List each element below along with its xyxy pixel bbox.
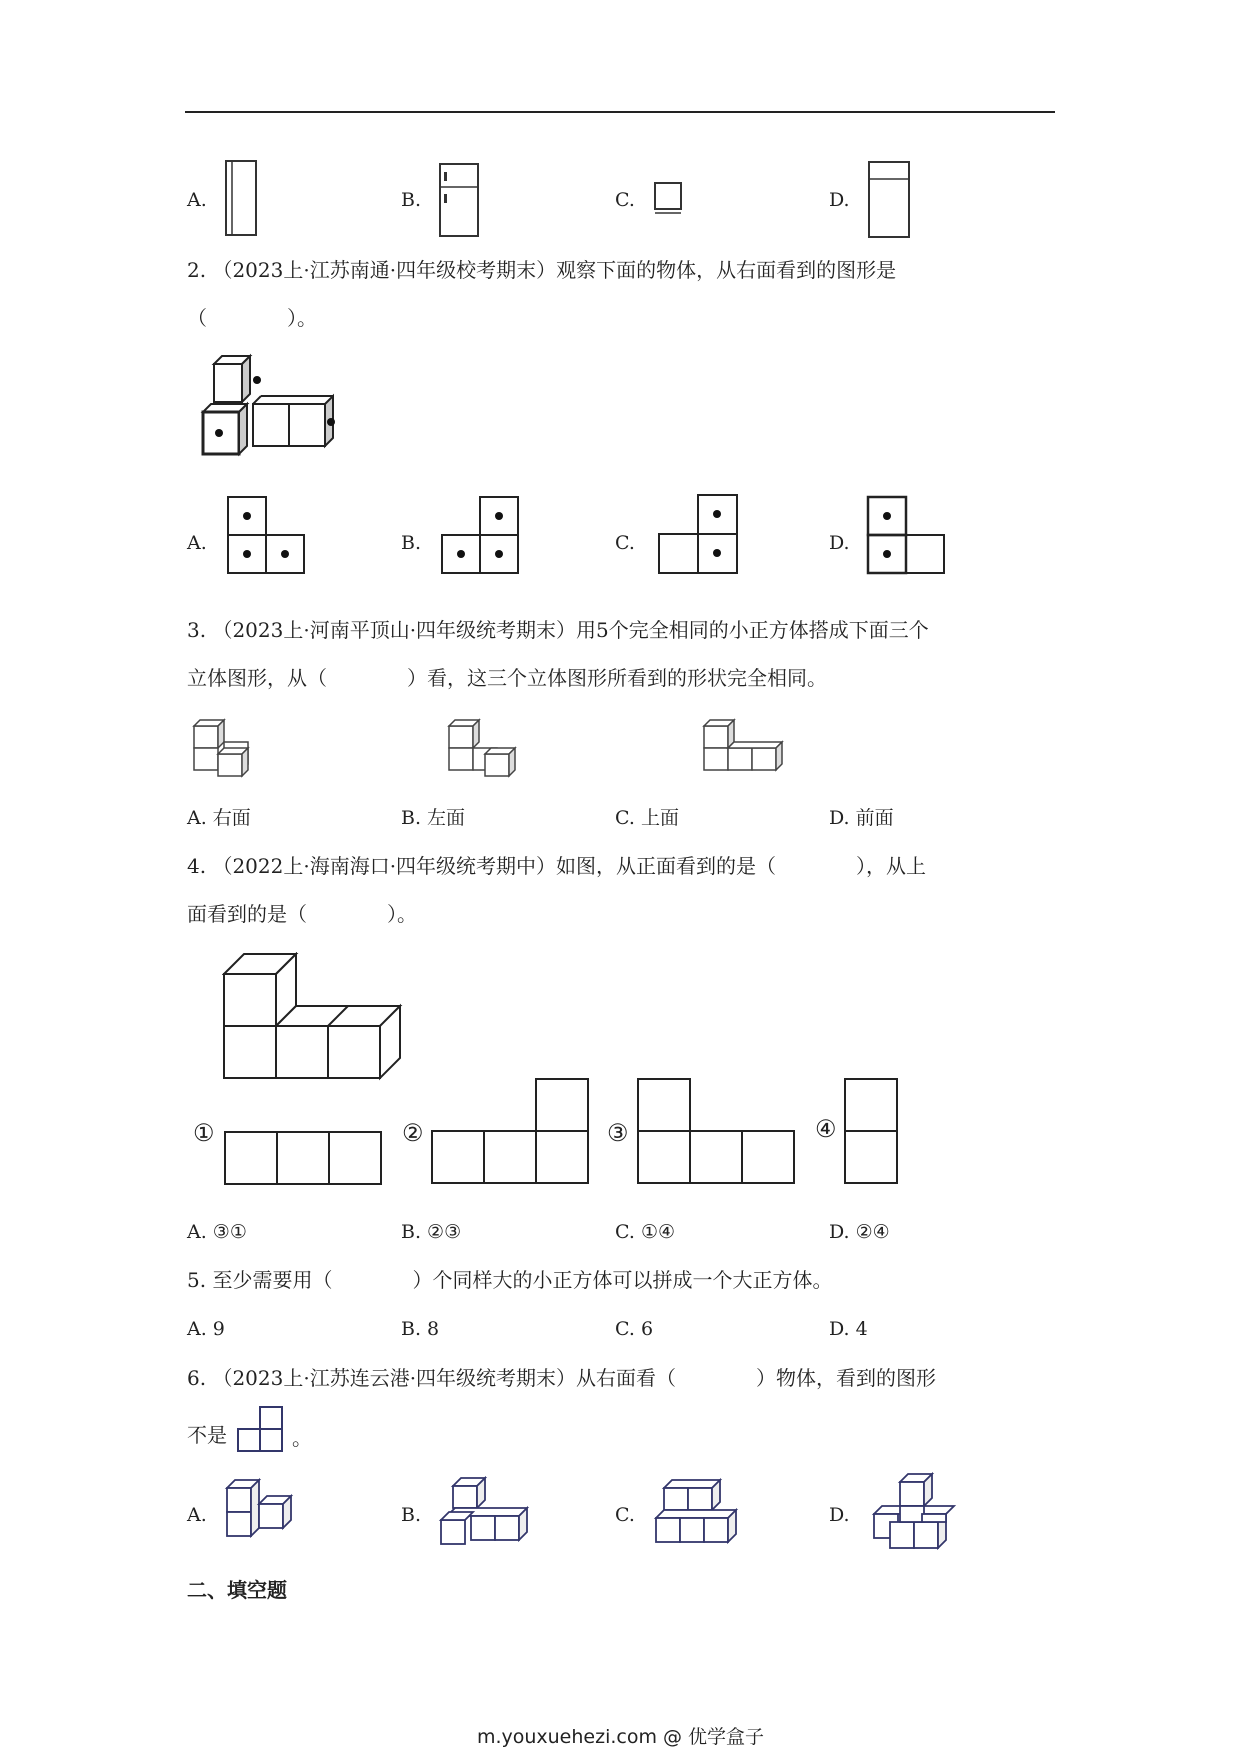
q2-view-d (866, 495, 950, 579)
q5-option-a[interactable]: A. 9 (187, 1318, 225, 1340)
q3-option-d[interactable]: D. 前面 (829, 807, 894, 829)
q2-number: 2. (187, 258, 207, 282)
q4-label-3: ③ (607, 1119, 629, 1147)
q4-label-1: ① (193, 1119, 215, 1147)
q4-option-b[interactable]: B. ②③ (401, 1221, 462, 1243)
q1-option-b[interactable]: B. (401, 189, 422, 211)
q2-option-c[interactable]: C. (615, 532, 635, 554)
q2-view-c (657, 493, 741, 577)
q1-option-c[interactable]: C. (615, 189, 635, 211)
q5-option-b[interactable]: B. 8 (401, 1318, 440, 1340)
q6-line2-prefix: 不是 (187, 1423, 227, 1447)
q6-solid-d (866, 1470, 962, 1554)
q6-option-b[interactable]: B. (401, 1504, 422, 1526)
q2-line1 (187, 257, 896, 283)
q2-solid-figure (195, 348, 345, 460)
q6-option-d[interactable]: D. (829, 1504, 850, 1526)
q1-figure-b (436, 162, 482, 238)
q1-figure-c (652, 180, 686, 216)
q3-solid-1 (190, 716, 270, 782)
q2-blank: （ ）。 (187, 306, 317, 330)
q6-solid-a (224, 1476, 304, 1546)
q1-option-d[interactable]: D. (829, 189, 850, 211)
q2-option-d[interactable]: D. (829, 532, 850, 554)
q6-line2-suffix: 。 (292, 1426, 312, 1450)
q3-option-b[interactable]: B. 左面 (401, 807, 466, 829)
q6-solid-b (437, 1476, 537, 1548)
q6-line1: 6. （2023上·江苏连云港·四年级统考期末）从右面看（ ）物体，看到的图形 (187, 1366, 937, 1390)
q2-view-b (440, 495, 524, 579)
q4-label-2: ② (402, 1119, 424, 1147)
q3-line2: 立体图形，从（ ）看，这三个立体图形所看到的形状完全相同。 (187, 666, 827, 690)
q3-solid-2 (445, 716, 525, 782)
q2-option-b[interactable]: B. (401, 532, 422, 554)
header-rule (185, 111, 1055, 113)
q4-solid-figure (222, 952, 407, 1082)
q4-line2: 面看到的是（ ）。 (187, 902, 417, 926)
q1-figure-d (865, 160, 913, 240)
section-heading: 二、填空题 (187, 1578, 287, 1602)
q4-view-1 (223, 1130, 383, 1188)
q6-option-a[interactable]: A. (187, 1504, 207, 1526)
q4-option-c[interactable]: C. ①④ (615, 1221, 676, 1243)
q4-label-4: ④ (815, 1115, 837, 1143)
q4-option-a[interactable]: A. ③① (187, 1221, 247, 1243)
q5-line1: 5. 至少需要用（ ）个同样大的小正方体可以拼成一个大正方体。 (187, 1268, 833, 1292)
q1-option-a[interactable]: A. (187, 189, 207, 211)
q6-option-c[interactable]: C. (615, 1504, 635, 1526)
q4-view-3 (636, 1077, 798, 1187)
q3-option-a[interactable]: A. 右面 (187, 807, 251, 829)
q2-option-a[interactable]: A. (187, 532, 207, 554)
q5-option-c[interactable]: C. 6 (615, 1318, 654, 1340)
q2-view-a (226, 495, 310, 579)
q5-option-d[interactable]: D. 4 (829, 1318, 868, 1340)
q6-solid-c (652, 1476, 744, 1548)
q4-view-4 (843, 1077, 901, 1187)
q1-figure-a (222, 159, 262, 239)
q3-solid-3 (700, 716, 790, 782)
q3-option-c[interactable]: C. 上面 (615, 807, 679, 829)
q2-text: （2023上·江苏南通·四年级校考期末）观察下面的物体，从右面看到的图形是 (212, 258, 897, 282)
q4-line1: 4. （2022上·海南海口·四年级统考期中）如图，从正面看到的是（ ），从上 (187, 854, 927, 878)
q4-view-2 (430, 1077, 592, 1187)
footer-watermark[interactable]: m.youxuehezi.com @ 优学盒子 (476, 1726, 765, 1748)
q6-reference-view (236, 1405, 286, 1455)
q3-line1: 3. （2023上·河南平顶山·四年级统考期末）用5个完全相同的小正方体搭成下面三个 (187, 618, 929, 642)
q4-option-d[interactable]: D. ②④ (829, 1221, 890, 1243)
